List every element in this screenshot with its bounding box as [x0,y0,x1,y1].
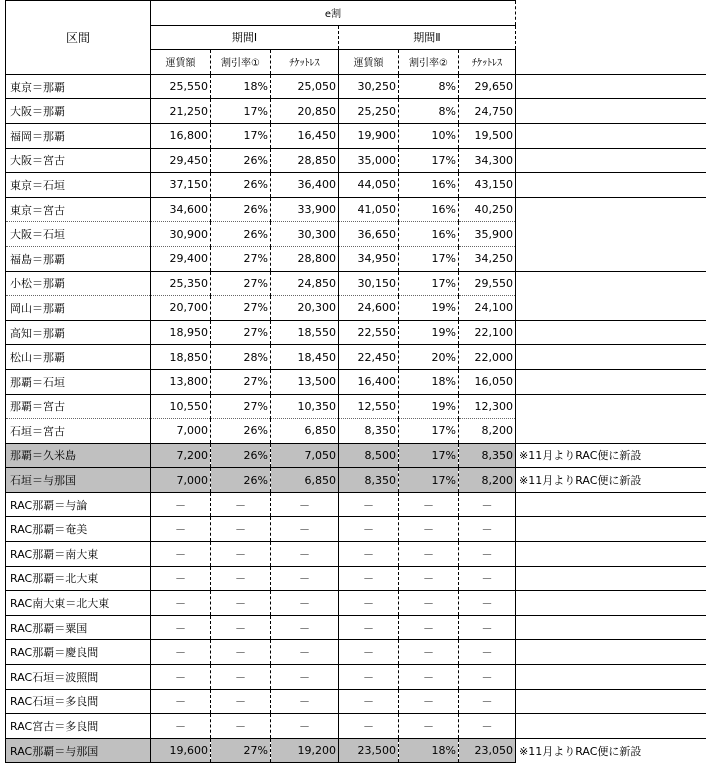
col-fare-1: 運賃額 [151,50,211,75]
fare-1-cell: 21,250 [151,99,211,124]
ticketless-2-cell: 16,050 [459,369,516,394]
fare-2-cell: － [339,689,399,714]
route-cell: 高知＝那覇 [6,320,151,345]
ticketless-2-cell: 12,300 [459,394,516,419]
fare-1-cell: 7,200 [151,443,211,468]
note-cell [516,246,706,271]
ticketless-1-cell: 7,050 [271,443,339,468]
fare-1-cell: 18,950 [151,320,211,345]
table-row [6,246,706,271]
ticketless-2-cell: 35,900 [459,222,516,247]
fare-2-cell: － [339,566,399,591]
ticketless-1-cell: 19,200 [271,738,339,763]
fare-2-cell: 34,950 [339,246,399,271]
fare-1-cell: 34,600 [151,197,211,222]
rate-2-cell: 18% [399,738,459,763]
ticketless-2-cell: 43,150 [459,173,516,198]
rate-2-cell: － [399,591,459,616]
rate-2-cell: － [399,640,459,665]
fare-2-cell: 16,400 [339,369,399,394]
route-cell: 那覇＝久米島 [6,443,151,468]
rate-2-cell: 20% [399,345,459,370]
rate-2-cell: 10% [399,123,459,148]
ticketless-1-cell: － [271,492,339,517]
rate-1-cell: 28% [211,345,271,370]
fare-1-cell: － [151,689,211,714]
note-cell [516,591,706,616]
ticketless-1-cell: 24,850 [271,271,339,296]
route-cell: RAC石垣＝多良間 [6,689,151,714]
rate-2-cell: － [399,665,459,690]
rate-1-cell: 26% [211,148,271,173]
table-row [6,74,706,99]
rate-1-cell: － [211,591,271,616]
rate-2-cell: － [399,689,459,714]
ticketless-2-cell: 8,200 [459,468,516,493]
ticketless-2-cell: 22,100 [459,320,516,345]
rate-1-cell: － [211,640,271,665]
fare-table [5,0,706,763]
ticketless-2-cell: 8,200 [459,419,516,444]
route-cell: 東京＝石垣 [6,173,151,198]
fare-1-cell: 16,800 [151,123,211,148]
table-row [6,99,706,124]
rate-1-cell: － [211,714,271,739]
ticketless-1-cell: 36,400 [271,173,339,198]
note-cell [516,566,706,591]
rate-1-cell: 18% [211,74,271,99]
note-cell [516,99,706,124]
ticketless-2-cell: 8,350 [459,443,516,468]
note-cell [516,320,706,345]
route-cell: 石垣＝宮古 [6,419,151,444]
note-cell [516,148,706,173]
route-cell: 福島＝那覇 [6,246,151,271]
table-row [6,492,706,517]
note-cell [516,123,706,148]
route-cell: 石垣＝与那国 [6,468,151,493]
ticketless-2-cell: － [459,566,516,591]
route-cell: RAC那覇＝奄美 [6,517,151,542]
fare-1-cell: 20,700 [151,296,211,321]
fare-1-cell: － [151,615,211,640]
fare-2-cell: － [339,665,399,690]
rate-1-cell: － [211,542,271,567]
fare-1-cell: 30,900 [151,222,211,247]
ticketless-1-cell: 6,850 [271,419,339,444]
ticketless-1-cell: 18,450 [271,345,339,370]
rate-2-cell: 16% [399,173,459,198]
rate-1-cell: 26% [211,222,271,247]
e-wari-header: e割 [151,1,516,26]
ticketless-2-cell: 29,650 [459,74,516,99]
ticketless-1-cell: － [271,542,339,567]
rate-2-cell: － [399,714,459,739]
fare-2-cell: 23,500 [339,738,399,763]
note-cell [516,173,706,198]
ticketless-2-cell: 19,500 [459,123,516,148]
ticketless-1-cell: 16,450 [271,123,339,148]
fare-2-cell: 36,650 [339,222,399,247]
ticketless-1-cell: 28,800 [271,246,339,271]
route-cell: 小松＝那覇 [6,271,151,296]
ticketless-1-cell: － [271,615,339,640]
table-row [6,345,706,370]
fare-2-cell: － [339,492,399,517]
col-ticketless-1: ﾁｹｯﾄﾚｽ [271,50,339,75]
rate-1-cell: － [211,492,271,517]
ticketless-1-cell: 25,050 [271,74,339,99]
table-row [6,468,706,493]
fare-2-cell: 25,250 [339,99,399,124]
fare-2-cell: 24,600 [339,296,399,321]
fare-1-cell: － [151,566,211,591]
ticketless-2-cell: 22,000 [459,345,516,370]
ticketless-2-cell: － [459,517,516,542]
route-cell: 那覇＝石垣 [6,369,151,394]
route-cell: 大阪＝宮古 [6,148,151,173]
fare-2-cell: － [339,640,399,665]
route-cell: RAC那覇＝与論 [6,492,151,517]
route-cell: RAC那覇＝慶良間 [6,640,151,665]
table-row [6,148,706,173]
fare-2-cell: 30,250 [339,74,399,99]
route-cell: 東京＝那覇 [6,74,151,99]
ticketless-2-cell: － [459,492,516,517]
note-cell [516,369,706,394]
fare-2-cell: 35,000 [339,148,399,173]
table-row [6,714,706,739]
note-cell: ※11月よりRAC便に新設 [516,443,706,468]
fare-1-cell: － [151,665,211,690]
table-row [6,296,706,321]
fare-1-cell: 37,150 [151,173,211,198]
fare-1-cell: 25,350 [151,271,211,296]
ticketless-2-cell: － [459,542,516,567]
rate-1-cell: 27% [211,394,271,419]
note-cell [516,689,706,714]
table-row [6,123,706,148]
rate-2-cell: 19% [399,296,459,321]
table-row [6,443,706,468]
ticketless-1-cell: 13,500 [271,369,339,394]
rate-2-cell: 19% [399,394,459,419]
rate-2-cell: － [399,566,459,591]
ticketless-1-cell: 6,850 [271,468,339,493]
route-cell: RAC南大東＝北大東 [6,591,151,616]
fare-1-cell: 29,400 [151,246,211,271]
ticketless-2-cell: － [459,714,516,739]
fare-2-cell: 8,350 [339,419,399,444]
rate-1-cell: 26% [211,419,271,444]
route-cell: RAC那覇＝粟国 [6,615,151,640]
col-rate-1: 割引率① [211,50,271,75]
rate-1-cell: 17% [211,99,271,124]
ticketless-2-cell: 34,250 [459,246,516,271]
rate-2-cell: 8% [399,99,459,124]
ticketless-1-cell: － [271,591,339,616]
fare-1-cell: 18,850 [151,345,211,370]
fare-1-cell: － [151,542,211,567]
route-cell: RAC那覇＝北大東 [6,566,151,591]
fare-1-cell: － [151,492,211,517]
rate-1-cell: 27% [211,271,271,296]
table-row [6,566,706,591]
note-cell [516,640,706,665]
fare-1-cell: 29,450 [151,148,211,173]
ticketless-1-cell: － [271,566,339,591]
rate-1-cell: 26% [211,173,271,198]
route-cell: 松山＝那覇 [6,345,151,370]
rate-1-cell: 17% [211,123,271,148]
rate-2-cell: － [399,615,459,640]
route-cell: RAC那覇＝南大東 [6,542,151,567]
fare-1-cell: － [151,517,211,542]
fare-1-cell: － [151,714,211,739]
ticketless-1-cell: 18,550 [271,320,339,345]
fare-2-cell: － [339,542,399,567]
fare-1-cell: － [151,591,211,616]
fare-2-cell: － [339,591,399,616]
rate-1-cell: 27% [211,320,271,345]
ticketless-1-cell: 20,850 [271,99,339,124]
fare-2-cell: 8,350 [339,468,399,493]
table-row [6,640,706,665]
ticketless-1-cell: 28,850 [271,148,339,173]
rate-2-cell: 17% [399,148,459,173]
fare-2-cell: 22,450 [339,345,399,370]
table-row [6,738,706,763]
section-header: 区間 [6,1,151,75]
table-row [6,271,706,296]
note-cell [516,345,706,370]
table-row [6,591,706,616]
table-row [6,419,706,444]
table-row [6,320,706,345]
rate-1-cell: 26% [211,468,271,493]
rate-2-cell: 17% [399,271,459,296]
ticketless-2-cell: 29,550 [459,271,516,296]
ticketless-2-cell: － [459,665,516,690]
table-row [6,542,706,567]
rate-2-cell: － [399,517,459,542]
rate-1-cell: 27% [211,369,271,394]
table-row [6,197,706,222]
col-fare-2: 運賃額 [339,50,399,75]
rate-2-cell: － [399,542,459,567]
ticketless-1-cell: － [271,714,339,739]
fare-2-cell: 8,500 [339,443,399,468]
rate-1-cell: 27% [211,246,271,271]
fare-1-cell: 7,000 [151,419,211,444]
route-cell: RAC石垣＝波照間 [6,665,151,690]
rate-2-cell: 18% [399,369,459,394]
col-rate-2: 割引率② [399,50,459,75]
route-cell: 福岡＝那覇 [6,123,151,148]
rate-2-cell: － [399,492,459,517]
rate-2-cell: 16% [399,222,459,247]
ticketless-1-cell: 33,900 [271,197,339,222]
rate-1-cell: － [211,615,271,640]
fare-2-cell: 12,550 [339,394,399,419]
ticketless-1-cell: － [271,640,339,665]
fare-2-cell: － [339,714,399,739]
rate-1-cell: 27% [211,738,271,763]
ticketless-2-cell: 24,750 [459,99,516,124]
table-row [6,222,706,247]
note-cell [516,394,706,419]
period2-header: 期間Ⅱ [339,25,516,50]
rate-2-cell: 17% [399,443,459,468]
fare-1-cell: 19,600 [151,738,211,763]
note-cell [516,517,706,542]
rate-1-cell: － [211,517,271,542]
fare-2-cell: － [339,517,399,542]
note-cell [516,197,706,222]
route-cell: RAC那覇＝与那国 [6,738,151,763]
note-cell [516,542,706,567]
note-cell [516,714,706,739]
table-row [6,615,706,640]
note-cell [516,271,706,296]
note-cell [516,74,706,99]
note-cell [516,492,706,517]
rate-2-cell: 17% [399,468,459,493]
note-cell [516,419,706,444]
ticketless-2-cell: － [459,640,516,665]
ticketless-2-cell: 34,300 [459,148,516,173]
table-row [6,517,706,542]
route-cell: RAC宮古＝多良間 [6,714,151,739]
rate-1-cell: － [211,689,271,714]
period1-header: 期間Ⅰ [151,25,339,50]
route-cell: 岡山＝那覇 [6,296,151,321]
table-row [6,665,706,690]
ticketless-2-cell: － [459,591,516,616]
note-cell [516,615,706,640]
fare-2-cell: 41,050 [339,197,399,222]
note-cell [516,222,706,247]
ticketless-1-cell: 10,350 [271,394,339,419]
fare-2-cell: － [339,615,399,640]
ticketless-1-cell: 20,300 [271,296,339,321]
rate-2-cell: 19% [399,320,459,345]
fare-1-cell: － [151,640,211,665]
note-cell: ※11月よりRAC便に新設 [516,468,706,493]
rate-1-cell: 27% [211,296,271,321]
route-cell: 那覇＝宮古 [6,394,151,419]
ticketless-2-cell: － [459,689,516,714]
ticketless-2-cell: 40,250 [459,197,516,222]
ticketless-1-cell: － [271,517,339,542]
ticketless-2-cell: － [459,615,516,640]
table-row [6,394,706,419]
route-cell: 大阪＝石垣 [6,222,151,247]
rate-2-cell: 17% [399,419,459,444]
table-row [6,689,706,714]
ticketless-2-cell: 24,100 [459,296,516,321]
ticketless-1-cell: － [271,689,339,714]
route-cell: 大阪＝那覇 [6,99,151,124]
fare-1-cell: 13,800 [151,369,211,394]
rate-1-cell: 26% [211,197,271,222]
fare-1-cell: 7,000 [151,468,211,493]
fare-2-cell: 44,050 [339,173,399,198]
rate-1-cell: － [211,566,271,591]
rate-2-cell: 8% [399,74,459,99]
rate-2-cell: 17% [399,246,459,271]
table-row [6,369,706,394]
rate-1-cell: 26% [211,443,271,468]
fare-1-cell: 10,550 [151,394,211,419]
route-cell: 東京＝宮古 [6,197,151,222]
fare-2-cell: 22,550 [339,320,399,345]
ticketless-2-cell: 23,050 [459,738,516,763]
fare-1-cell: 25,550 [151,74,211,99]
col-ticketless-2: ﾁｹｯﾄﾚｽ [459,50,516,75]
fare-2-cell: 19,900 [339,123,399,148]
note-cell [516,665,706,690]
table-row [6,173,706,198]
fare-2-cell: 30,150 [339,271,399,296]
ticketless-1-cell: 30,300 [271,222,339,247]
ticketless-1-cell: － [271,665,339,690]
note-cell: ※11月よりRAC便に新設 [516,738,706,763]
rate-2-cell: 16% [399,197,459,222]
note-cell [516,296,706,321]
rate-1-cell: － [211,665,271,690]
